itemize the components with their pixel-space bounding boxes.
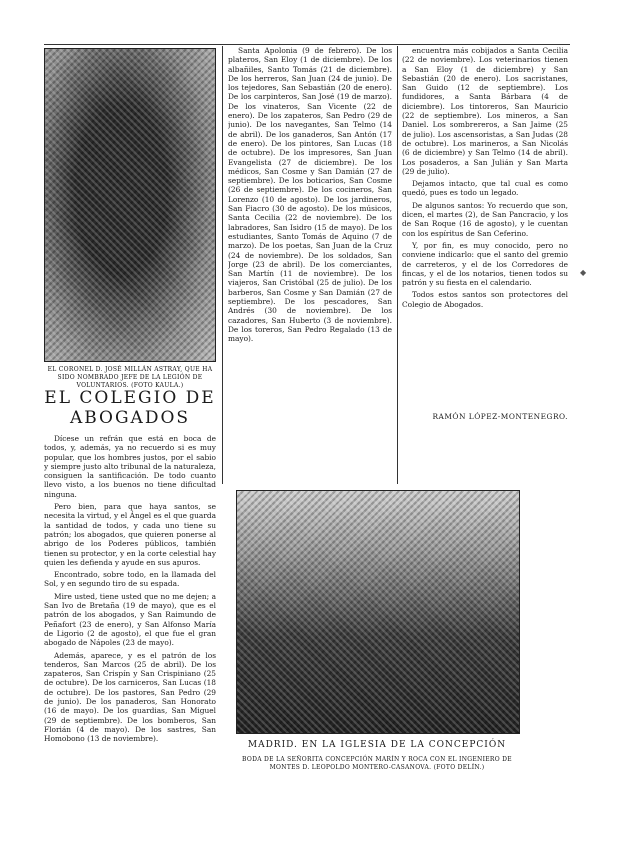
paragraph: encuentra más cobijados a Santa Cecilia (22 de noviembre). Los veterinarios tienen a San Eloy (1 de diciembre) y San Sebastián (20 de enero). Los sacristanes, San Guido (12 de septiembre). Los fundidores, a Santa Bárbara (4 de diciembre). Los tintoreros, San Mauricio (22 de septiembre). Los mineros, a San Daniel. Los sombrereros, a San Jaime (25 de julio). Los ascensoristas, a San Judas (28 de octubre). Los marineros, a San Nicolás (6 de diciembre) y San Telmo (14 de abril). Los posaderos, a San Julián y San Marta (29 de julio).	[402, 46, 568, 176]
paragraph: Dejamos intacto, que tal cual es como quedó, pues es todo un legado.	[402, 179, 568, 198]
paragraph: Todos estos santos son protectores del Colegio de Abogados.	[402, 290, 568, 309]
portrait-caption: EL CORONEL D. JOSÉ MILLÁN ASTRAY, QUE HA SIDO NOMBRADO JEFE DE LA LEGIÓN DE VOLUNTARIOS. (FOTO KAULA.)	[47, 366, 213, 389]
paragraph: Dícese un refrán que está en boca de todos, y, además, ya no recuerdo si es muy popular, que los hombres justos, por el sabio y siempre justo alto tribunal de la naturaleza, consiguen la santificación. De todo cuanto llevo visto, a los buenos no tiene dificultad ninguna.	[44, 434, 216, 499]
author-signature: RAMÓN LÓPEZ-MONTENEGRO.	[432, 412, 568, 421]
article-column-left	[44, 434, 216, 830]
portrait-photo	[44, 48, 216, 362]
article-headline	[44, 388, 216, 428]
wedding-photo-caption: BODA DE LA SEÑORITA CONCEPCIÓN MARÍN Y ROCA CON EL INGENIERO DE MONTES D. LEOPOLDO MONTERO-CASANOVA. (FOTO DELÍN.)	[242, 756, 512, 771]
paragraph: Además, aparece, y es el patrón de los tenderos, San Marcos (25 de abril). De los zapateros, San Crispín y San Crispiniano (25 de octubre). De los carniceros, San Lucas (18 de octubre). De los pastores, San Pedro (29 de junio). De los panaderos, San Honorato (16 de mayo). De los guardias, San Miguel (29 de septiembre). De los bomberos, San Florián (4 de mayo). De los sastres, San Homobono (13 de noviembre).	[44, 650, 216, 744]
paragraph: Mire usted, tiene usted que no me dejen; a San Ivo de Bretaña (19 de mayo), que es el patrón de los abogados, y San Raimundo de Peñafort (23 de enero), y San Alfonso María de Ligorio (2 de agosto), el que fue el gran abogado de Nápoles (23 de mayo).	[44, 591, 216, 648]
article-column-middle	[228, 46, 392, 484]
wedding-photo	[236, 490, 520, 734]
wedding-photo-title: MADRID. EN LA IGLESIA DE LA CONCEPCIÓN	[247, 740, 507, 750]
paragraph: Encontrado, sobre todo, en la llamada del Sol, y en segundo tiro de su espada.	[44, 570, 216, 589]
article-column-right	[402, 46, 568, 406]
paragraph: Y, por fin, es muy conocido, pero no conviene indicarlo: que el santo del gremio de carreteros, y el de los Corredores de fincas, y el de los notarios, tienen todos su patrón y su fiesta en el calendario.	[402, 240, 568, 288]
paragraph: Santa Apolonia (9 de febrero). De los plateros, San Eloy (1 de diciembre). De los albañiles, Santo Tomás (21 de diciembre). De los herreros, San Juan (24 de junio). De los tejedores, San Sebastián (20 de enero). De los carpinteros, San José (19 de marzo). De los vinateros, San Vicente (22 de enero). De los zapateros, San Pedro (29 de junio). De los navegantes, San Telmo (14 de abril). De los ganaderos, San Antón (17 de enero). De los pintores, San Lucas (18 de octubre). De los impresores, San Juan Evangelista (27 de diciembre). De los médicos, San Cosme y San Damián (27 de septiembre). De los boticarios, San Cosme (26 de septiembre). De los cocineros, San Lorenzo (10 de agosto). De los jardineros, San Fiacro (30 de agosto). De los músicos, Santa Cecilia (22 de noviembre). De los labradores, San Isidro (15 de mayo). De los estudiantes, Santo Tomás de Aquino (7 de marzo). De los poetas, San Juan de la Cruz (24 de noviembre). De los soldados, San Jorge (23 de abril). De los comerciantes, San Martín (11 de noviembre). De los viajeros, San Cristóbal (25 de julio). De los barberos, San Cosme y San Damián (27 de septiembre). De los pescadores, San Andrés (30 de noviembre). De los cazadores, San Huberto (3 de noviembre). De los toreros, San Pedro Regalado (13 de mayo).	[228, 46, 392, 344]
column-rule-left	[222, 46, 223, 484]
margin-mark: ◆	[580, 268, 587, 277]
headline-line-1: EL COLEGIO DE	[44, 388, 216, 408]
headline-line-2: ABOGADOS	[69, 408, 191, 428]
paragraph: De algunos santos: Yo recuerdo que son, dicen, el martes (2), de San Pancracio, y los de San Roque (16 de agosto), y le cuentan con los espíritus de San Ceferino.	[402, 200, 568, 238]
paragraph: Pero bien, para que haya santos, se necesita la virtud, y el Ángel es el que guarda la santidad de todos, y cada uno tiene su patrón; los abogados, que quieren ponerse al abrigo de los Poderes públicos, también tienen su protector, y en la corte celestial hay quien les defienda y ayude en sus apuros.	[44, 502, 216, 567]
top-rule	[44, 44, 570, 45]
column-rule-right	[397, 46, 398, 484]
